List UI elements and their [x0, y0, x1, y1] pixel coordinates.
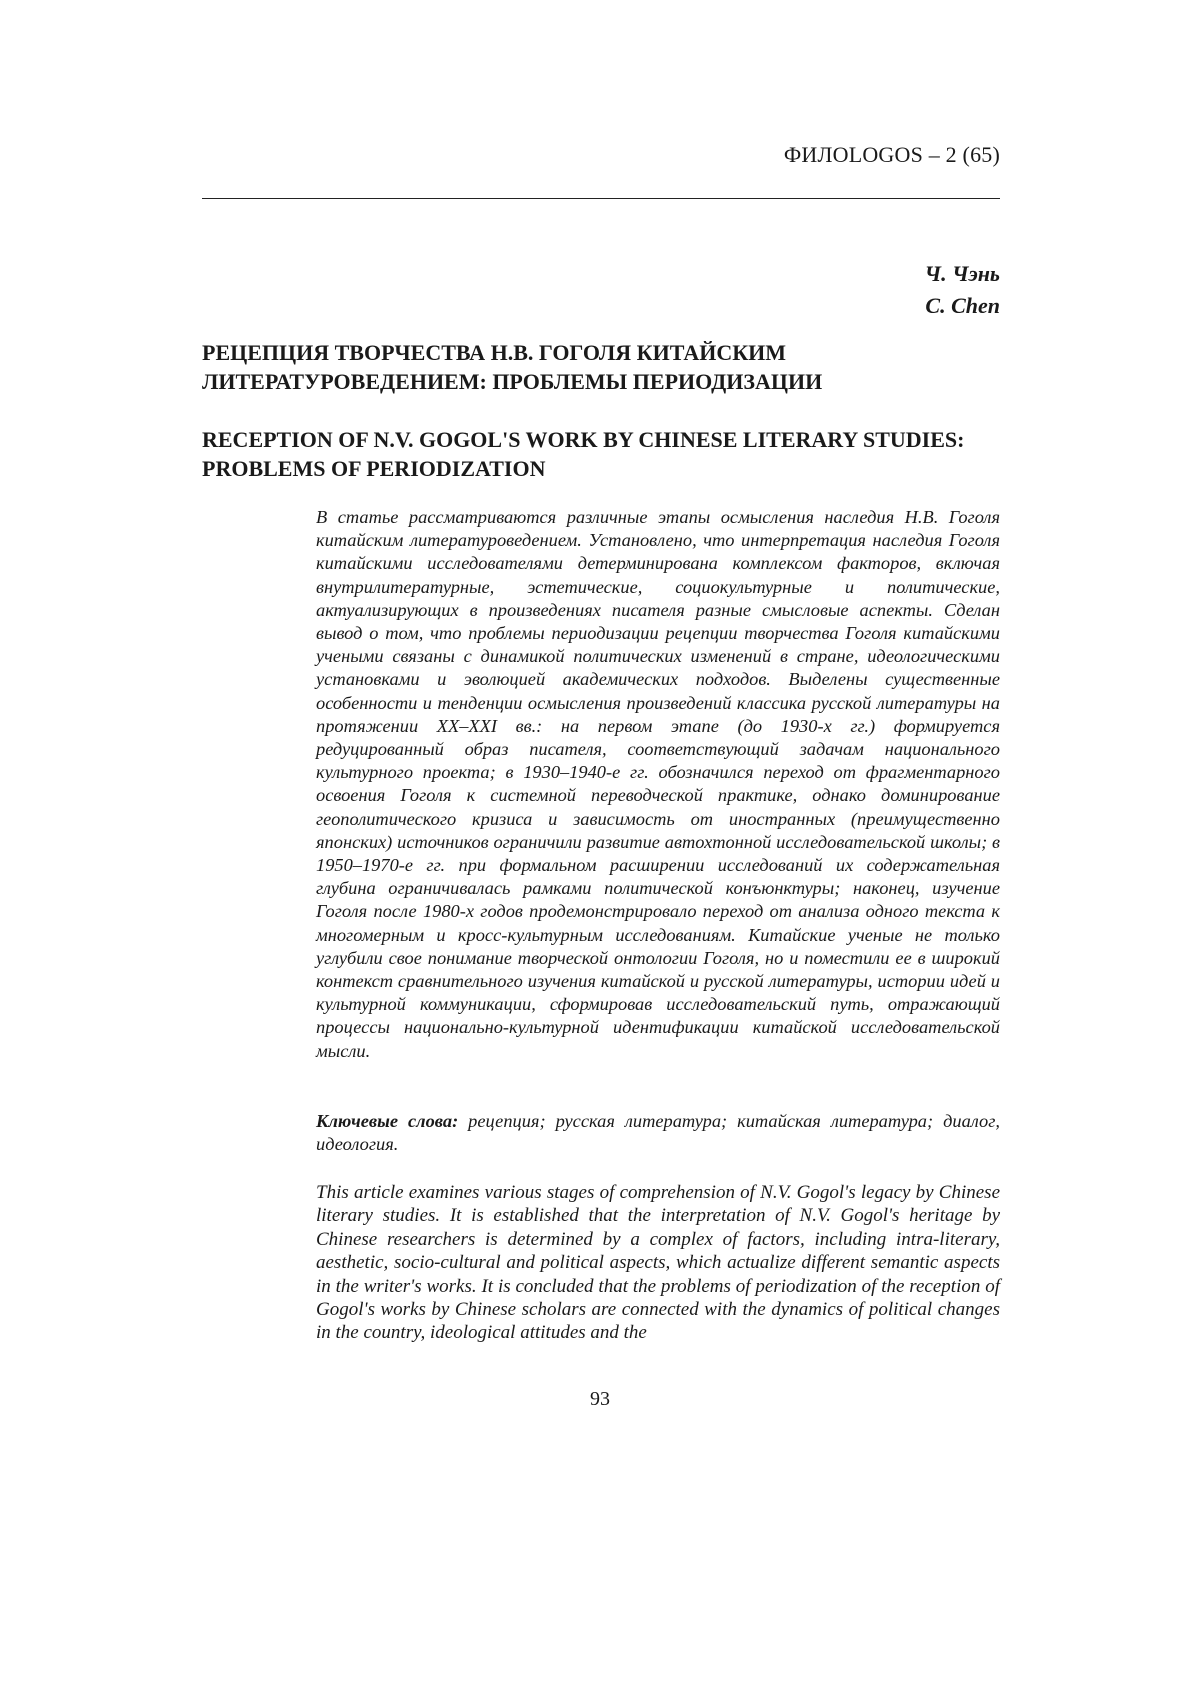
page-number: 93: [590, 1388, 610, 1410]
author-name-ru: Ч. Чэнь: [924, 261, 1000, 286]
header-divider: [202, 198, 1000, 199]
running-header: ФИЛОLOGOS – 2 (65): [783, 142, 1000, 167]
abstract-ru: В статье рассматриваются различные этапы осмысления наследия Н.В. Гоголя китайским литературоведением. Установлено, что интерпретация наследия Гоголя китайскими исследователями детерминирована комплексом факторов, включая внутрилитературные, эстетические, социокультурные и политические, актуализирующих в произведениях писателя разные смысловые аспекты. Сделан вывод о том, что проблемы периодизации рецепции творчества Гоголя китайскими учеными связаны с динамикой политических изменений в стране, идеологическими установками и эволюцией академических подходов. Выделены существенные особенности и тенденции осмысления произведений классика русской литературы на протяжении XX–XXI вв.: на первом этапе (до 1930-х гг.) формируется редуцированный образ писателя, соответствующий задачам национального культурного проекта; в 1930–1940-е гг. обозначился переход от фрагментарного освоения Гоголя к системной переводческой практике, однако доминирование геополитического кризиса и зависимость от иностранных (преимущественно японских) источников ограничили развитие автохтонной исследовательской школы; в 1950–1970-е гг. при формальном расширении исследований их содержательная глубина ограничивалась рамками политической конъюнктуры; наконец, изучение Гоголя после 1980-х годов продемонстрировало переход от анализа одного текста к многомерным и кросс-культурным исследованиям. Китайские ученые не только углубили свое понимание творческой онтологии Гоголя, но и поместили ее в широкий контекст сравнительного изучения китайской и русской литературы, истории идей и культурной коммуникации, сформировав исследовательский путь, отражающий процессы национально-культурной идентификации китайской исследовательской мысли.: [316, 507, 1000, 1061]
abstract-en: This article examines various stages of comprehension of N.V. Gogol's legacy by Chinese literary studies. It is established that the interpretation of N.V. Gogol's heritage by Chinese researchers is determined by a complex of factors, including intra-literary, aesthetic, socio-cultural and political aspects, which actualize different semantic aspects in the writer's works. It is concluded that the problems of periodization of the reception of Gogol's works by Chinese scholars are connected with the dynamics of political changes in the country, ideological attitudes and the: [316, 1182, 1000, 1344]
article-title-en: RECEPTION OF N.V. GOGOL'S WORK BY CHINESE LITERARY STUDIES: PROBLEMS OF PERIODIZATION: [202, 427, 965, 481]
keywords-block: [316, 1110, 1000, 1156]
author-name-en: C. Chen: [925, 293, 1000, 318]
article-title-ru: РЕЦЕПЦИЯ ТВОРЧЕСТВА Н.В. ГОГОЛЯ КИТАЙСКИМ ЛИТЕРАТУРОВЕДЕНИЕМ: ПРОБЛЕМЫ ПЕРИОДИЗАЦИИ: [202, 340, 823, 394]
keywords-list: рецепция; русская литература; китайская литература; диалог, идеология.: [316, 1111, 1000, 1155]
keywords-label: Ключевые слова:: [316, 1111, 459, 1131]
author-block: [925, 258, 1000, 322]
